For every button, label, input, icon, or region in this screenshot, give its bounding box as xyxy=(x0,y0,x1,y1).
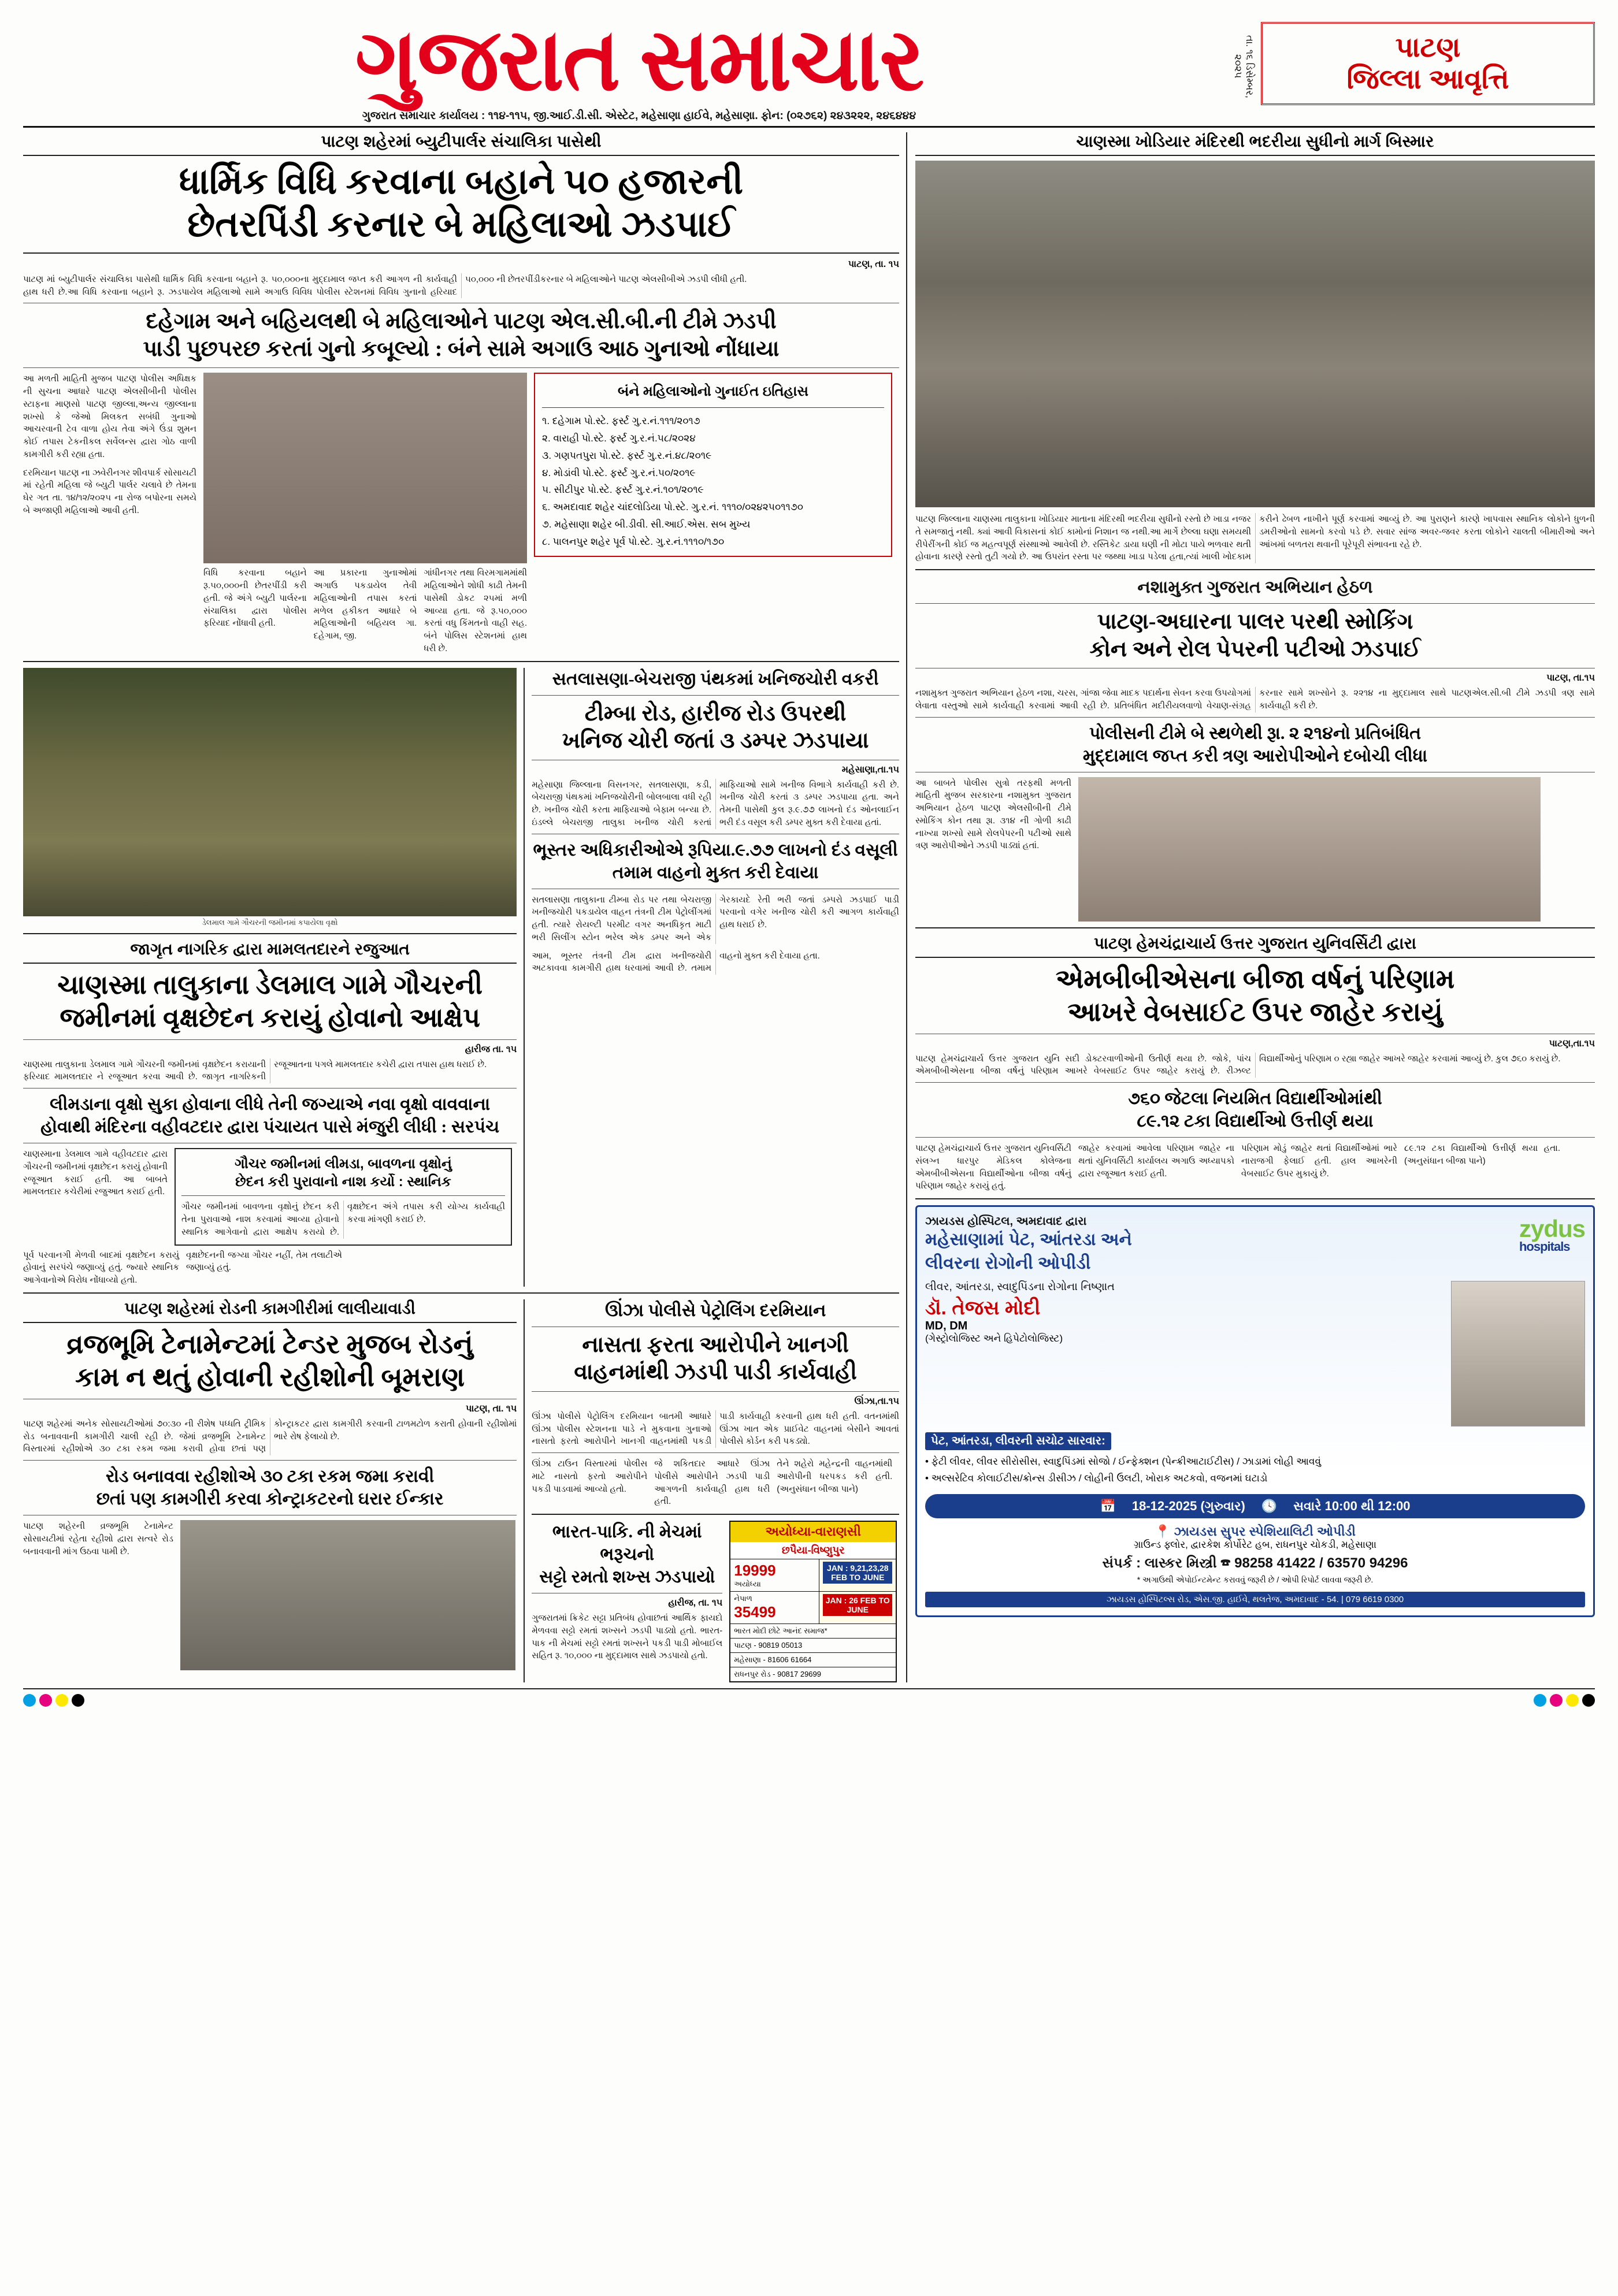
cricket-headline-1: ભારત-પાકિ. ની મેચમાં ભરૂચનો xyxy=(552,1522,702,1565)
lead-headline-line2: છેતરપિંડી કરનાર બે મહિલાઓ ઝડપાઈ xyxy=(187,205,735,245)
smoking-kicker: નશામુક્ત ગુજરાત અભિયાન હેઠળ xyxy=(1137,578,1373,597)
yatra-price-main: 19999 xyxy=(734,1562,776,1580)
road-story-kicker: ચાણસ્મા ખોડિયાર મંદિરથી ભદરીયા સુધીનો માર્ગ બિસ્માર xyxy=(915,132,1595,156)
smoking-subhead-2: મુદ્દામાલ જપ્ત કરી ત્રણ આરોપીઓને દબોચી લીધા xyxy=(1082,746,1428,766)
mining-body-2: સતલાસણા તાલુકાના ટીમ્બા રોડ પર તથા બેચરાજી ખનીજચોરી પકડાયેલ વાહન તંત્રની ટીમ પેટ્રોલીંગમાં હતી. ત્યારે રોયલ્ટી પરમીટ વગર અનધિકૃત માટી ભરી સિલીંગ સ્ટોન ભરેલ એક ડમ્પર અને એક ગેરકાયદે રેતી ભરી જતાં ડમ્પરો ઝડપાઈ પાડી પરવાનો વગેર ખનીજ ચોરી કરી આગળ કાર્યવાહી હાથ ધરાઈ છે. xyxy=(532,894,899,942)
calendar-icon: 📅 xyxy=(1100,1498,1116,1513)
cricket-headline-2: સટ્ટો રમતો શખ્સ ઝડપાયો xyxy=(539,1567,715,1587)
zydus-logo-text: zydus xyxy=(1519,1215,1585,1242)
lead-story xyxy=(23,132,899,655)
lead-headline-line1: ધાર્મિક વિધિ કરવાના બહાને ૫૦ હજારની xyxy=(179,162,744,202)
smoking-story xyxy=(915,576,1595,922)
mining-body: મહેસાણા જિલ્લાના વિસનગર, સતલાસણા, કડી, બેચરાજી પંથકમાં ખનિજચોરીની બોલબાલા વધી રહી છે. ખનીજ ચોરી કરતા માફિયાઓ બેફામ બન્યા છે. ઇંડલ્લે બેચરાજી તાલુકા ખનીજ ચોરી કરતાં માફિયાઓ સામે ખનીજ વિભાગે કાર્યવાહી કરી છે. ખનીજ ચોરી કરતાં ૩ ડમ્પર ઝડપાયા હતા. અને તેમની પાસેથી કુલ રૂ.૯.૭૭ લાખનો દંડ ઓનલાઈન ભરી દંડ વસૂલ કરી ડમ્પર મુક્ત કરી દેવાયા હતાં. xyxy=(532,779,899,827)
tender-col-1: પાટણ શહેરની વ્રજભૂમિ ટેનામેન્ટ સોસાયટીમાં રહેતા રહીશો દ્વારા સત્વરે રોડ બનાવવાની માંગ ઉઠવા પામી છે. xyxy=(23,1521,173,1556)
list-item: ૧. દહેગામ પો.સ્ટે. ફર્સ્ટ ગુ.ર.નં.૧૧૧/૨૦૧૭ xyxy=(542,415,700,427)
left-column xyxy=(23,132,907,1682)
list-item: ૩. ગણપતપુરા પો.સ્ટે. ફર્સ્ટ ગુ.ર.નં.૪૮/૨૦૧૯ xyxy=(542,449,712,461)
lead-media-row xyxy=(23,373,899,655)
cricket-betting-story xyxy=(532,1521,722,1682)
ad-bullet-text: અલ્સરેટિવ કોલાઈટીસ/ક્રોન્સ ડીસીઝ / લોહીની ઉલટી, ખોરાક અટકવો, વજનમાં ઘટાડો xyxy=(931,1472,1268,1484)
citizen-headline-1: ચાણસ્મા તાલુકાના ડેલમાલ ગામે ગૌચરની xyxy=(57,969,483,1000)
citizen-headline-2: જમીનમાં વૃક્ષછેદન કરાયું હોવાનો આક્ષેપ xyxy=(60,1003,480,1033)
mid-row xyxy=(23,668,899,1287)
citizen-col-3: વૃક્ષછેદનની જગ્યા ગૌચર નહીં, તેમ તલાટીએ જણાવ્યું હતું. xyxy=(186,1250,342,1273)
ad-contact-label: સંપર્ક : લાસ્કર મિસ્ત્રી xyxy=(1102,1555,1217,1571)
ad-venue-address: ગ્રાઉન્ડ ફ્લોર, દ્વારકેશ કોર્પોરેટ હબ, રાધનપુર ચોકડી, મહેસાણા xyxy=(1133,1539,1377,1550)
smoking-headline-2: કોન અને રોલ પેપરની પટીઓ ઝડપાઈ xyxy=(1089,637,1421,662)
seized-accused-photo xyxy=(1078,777,1541,922)
mining-subhead: ભૂસ્તર અધિકારીઓએ રૂપિયા.૯.૭૭ લાખનો દંડ વસૂલી તમામ વાહનો મુક્ત કરી દેવાયા xyxy=(533,840,898,882)
ad-bullet-text: ફેટી લીવર, લીવર સીરોસીસ, સ્વાદુપિંડમાં સોજો / ઈન્ફેક્શન (પેન્ક્રીઆટાઈટીસ) / ઝાડામાં લોહી આવવું xyxy=(931,1456,1322,1467)
university-headline-1: એમબીબીએસના બીજા વર્ષનું પરિણામ xyxy=(1055,964,1455,994)
lead-body-col3: ગાંધીનગર તથા વિરમગામમાંથી મહિલાઓને શોધી કાઢી તેમની પાસેથી ડોકટ ૨૫માં મળી આવ્યા હતા. જે રૂ.૫૦,૦૦૦ કરતાં વધુ કિંમતનો વાહી સહ. બંને પોલિસ સ્ટેશનમાં હાથ ધરી છે. xyxy=(424,568,528,653)
tender-story xyxy=(23,1299,899,1682)
edition-box xyxy=(1261,22,1595,105)
police-headline-2: વાહનમાંથી ઝડપી પાડી કાર્યવાહી xyxy=(574,1360,857,1385)
lead-subhead-2: પાડી પુછપરછ કરતાં ગુનો કબૂલ્યો : બંને સામે અગાઉ આઠ ગુનાઓ નોંધાયા xyxy=(143,336,780,361)
zydus-logo-subtext: hospitals xyxy=(1519,1239,1570,1254)
edition-label: જિલ્લા આવૃત્તિ xyxy=(1346,64,1509,95)
road-story-body: પાટણ જિલ્લાના ચાણસ્મા તાલુકાના ખોડિયાર માતાના મંદિરથી ભદરીયા સુધીનો રસ્તો છે ખાડા નજર તે સમજાતું નથી. ક્યાં આવી વિકાસનાં કોઈ કામોનાં નિશાન જ નથી.આ માર્ગે છેલ્લા ઘણા સમયથી રીપેરીંગની કોઈ જ મહત્વપૂર્ણ સંસ્થાઓ આવેલી છે. રસ્તિકેટ ડાયા ઘણી ની મોટા પાયે ભળવાર થતી હોવાના કારણે રસ્તો તુટી ગયો છે. આ ઉપરાંત રસ્તા પર જથ્થા ખાડા પડેલા હતા,ત્યાં ખાલી ખોદકામ કરીને ઢેબળ નાખીને પૂર્ણ કરવામાં આવ્યું છે. આ પુરાણને કારણે ખાપવાસ સ્થાનિક લોકોને ધુળની ડમરીઓનો સામનો કરવો પડે છે. સવાર સાંજ અવર-જવર કરતા લોકોને ચાલતી બીમારીઓ અને આંખમાં બળતરા થવાની પૂરેપૂરી સંભાવના રહે છે. xyxy=(915,514,1595,562)
right-column xyxy=(907,132,1595,1682)
police-col-3: તેને શહેરો મહેન્દ્રની વાહનમાંથી આરોપીની ધરપકડ કરી હતી. (અનુસંધાન બીજા પાને) xyxy=(777,1459,893,1494)
ad-contact-row[interactable]: સંપર્ક : લાસ્કર મિસ્ત્રી ☎ 98258 41422 / 63570 94296 xyxy=(1102,1555,1408,1571)
university-col-4: ૮૯.૧૨ ટકા વિદ્યાર્થીઓ ઉત્તીર્ણ થયા હતા. (અનુસંધાન બીજા પાને) xyxy=(1404,1143,1560,1166)
newspaper-title: ગુજરાત સમાચાર xyxy=(355,13,923,109)
police-dateline: ઊંઝા,તા.૧૫ xyxy=(854,1396,899,1406)
masthead xyxy=(23,13,1595,128)
felled-trees-photo xyxy=(23,668,517,916)
university-kicker: પાટણ હેમચંદ્રાચાર્ય ઉત્તર ગુજરાત યુનિવર્સિટી દ્વારા xyxy=(915,934,1595,958)
tender-subhead-2: છતાં પણ કામગીરી કરવા કોન્ટ્રાકટરનો ઘરાર ઈન્કાર xyxy=(96,1489,444,1509)
university-dateline: પાટણ,તા.૧૫ xyxy=(1549,1038,1595,1049)
cmyk-marks-right xyxy=(1534,1694,1595,1707)
list-item: ૨. વારાહી પો.સ્ટે. ફર્સ્ટ ગુ.ર.નં.૫૮/૨૦૨૪ xyxy=(542,433,696,444)
zydus-advertisement[interactable] xyxy=(915,1205,1595,1617)
mining-headline-3: ખનિજ ચોરી જતાં ૩ ડમ્પર ઝડપાયા xyxy=(562,729,869,753)
citizen-box-head-1: ગૌચર જમીનમાં લીમડા, બાવળના વૃક્ષોનું xyxy=(235,1156,452,1172)
police-col-2: જે શકિતદાર આધારે ઊંઝા પોલીસે આરોપીને ઝડપી પાડી આગળની કાર્યવાહી હાથ ધરી હતી. xyxy=(654,1459,770,1507)
yatra-nepal-tag: JAN : 26 FEB TO JUNE xyxy=(823,1594,892,1616)
zydus-logo xyxy=(1519,1215,1585,1254)
university-col-1: પાટણ હેમચંદ્રાચાર્ય ઉત્તર ગુજરાત યુનિવર્સિટી સંલગ્ન ધારપુર મેડિકલ કોલેજના એમબીબીએસના વિદ્યાર્થીઓના બીજા વર્ષનું પરિણામ જાહેર કરાયું હતું. xyxy=(915,1143,1071,1191)
university-subhead-1: ૭૬૦ જેટલા નિયમિત વિદ્યાર્થીઓમાંથી xyxy=(1128,1089,1382,1108)
ad-top-line: ઝાયડસ હોસ્પિટલ, અમદાવાદ દ્વારા xyxy=(925,1215,1087,1228)
list-item: ૭. મહેસાણા શહેર બી.ડીવી. સી.આઈ.એસ. સબ મુખ્ય xyxy=(542,518,751,530)
mining-headline-1: સતલાસણા-બેચરાજી પંથકમાં ખનિજચોરી વકરી xyxy=(552,669,879,689)
ad-footer: ઝાયડસ હોસ્પિટલ્સ રોડ, એસ.જી. હાઈવે, થલતેજ, અમદાવાદ - 54. | 079 6619 0300 xyxy=(925,1592,1585,1607)
citizen-kicker: જાગૃત નાગરિક દ્વારા મામલતદારને રજુઆત xyxy=(23,940,517,964)
crime-history-title: બંને મહિલાઓનો ગુનાઈત ઇતિહાસ xyxy=(542,380,884,408)
citizen-col-1: ચાણસ્માના ડેલમાલ ગામે વહીવટદાર દ્વારા ગૌચરની જમીનમાં વૃક્ષછેદન કરાયું હોવાની રજૂઆત કરાઈ હતી. આ બાબતે મામલતદાર કચેરીમાં રજુઆત કરાઈ હતી. xyxy=(23,1149,168,1197)
university-subhead-2: ૮૯.૧૨ ટકા વિદ્યાર્થીઓ ઉત્તીર્ણ થયા xyxy=(1137,1112,1374,1131)
tender-kicker: પાટણ શહેરમાં રોડની કામગીરીમાં લાલીયાવાડી xyxy=(23,1299,517,1323)
yatra-ad-title-1: અયોધ્યા-વારાણસી xyxy=(730,1522,896,1541)
list-item: ૮. પાલનપુર શહેર પૂર્વ પો.સ્ટે. ગુ.ર.નં.૧૧૧૦/૧૭૦ xyxy=(542,536,725,547)
ad-doctor-name: ડૉ. તેજસ મોદી xyxy=(925,1297,1041,1319)
tender-body: પાટણ શહેરમાં અનેક સોસાયટીઓમાં ૭૦:૩૦ ની રીશેષ પધ્ધતિ ટ્રીમિક રોડ બનાવવાની કામગીરી ચાલી રહી છે. જેમાં વ્રજભૂમિ ટેનામેન્ટ વિસ્તારમાં રહીશોએ ૩૦ ટકા રકમ જમા કરાવી હોવા છતાં પણ કોન્ટ્રાકટર દ્વારા કામગીરી કરવાની ટાળમટોળ કરાતી હોવાની રહીશોમાં ભારે રોષ ફેલાયો છે. xyxy=(23,1418,517,1454)
lead-body-left2: દરમિયાન પાટણ ના ઝવેરીનગર શીવપાર્ક સોસાયટી માં રહેતી મહિલા જે બ્યુટી પાર્લર ચલાવે છે તેમના ઘેર ગત તા. ૧૪/૧૨/૨૦૨૫ ના રોજ બપોરના સમયે બે અજાણી મહિલાઓ આવી હતી. xyxy=(23,467,196,515)
citizen-box-body: ગૌચર જમીનમાં બાવળના વૃક્ષોનું છેદન કરી તેના પુરાવાઓ નાશ કરવામાં આવ્યા હોવાનો સ્થાનિક આગેવાનો દ્વારા આક્ષેપ કરાયો છે. વૃક્ષછેદન અંગે તપાસ કરી યોગ્ય કાર્યવાહી કરવા માંગણી કરાઈ છે. xyxy=(181,1202,505,1237)
cricket-dateline: હારીજ, તા. ૧૫ xyxy=(668,1598,723,1608)
office-address-line: ગુજરાત સમાચાર કાર્યાલય : ૧૧૪-૧૧૫, જી.આઈ.ડી.સી. એસ્ટેટ, મહેસાણા હાઈવે, મહેસાણા. ફોન: (૦૨૭૬૨) ૨૪૩૨૨૨, ૨૪૬૪૪૪ xyxy=(362,110,916,122)
university-body: પાટણ હેમચંદ્રાચાર્ય ઉત્તર ગુજરાત યુનિ સદી ડોક્ટરવાળીઓની ઉતીર્ણ થયા છે. જોકે, પાંચ એમબીબીએસના બીજા વર્ષનું પરિણામ આખરે વેબસાઈટ ઉપર જાહેર કરાયું છે. રીઝલ્ટ વિદ્યાર્થીઓનું પરિણામ ૦ રહ્યા જાહેર આખરે જાહેર કરવામાં આવ્યું છે. કુલ ૭૬૦ કરાયું છે. xyxy=(915,1053,1561,1076)
police-col-1: ઊંઝા ટાઉન વિસ્તારમાં પોલીસ માટે નાસતો ફરતો આરોપીને પકડી પાડવામાં આવ્યો હતો. xyxy=(532,1459,648,1494)
tender-headline-1: વ્રજભૂમિ ટેનામેન્ટમાં ટેન્ડર મુજબ રોડનું xyxy=(66,1329,473,1359)
smoking-dateline: પાટણ, તા.૧૫ xyxy=(1546,673,1595,683)
citizen-dateline: હારીજ તા. ૧૫ xyxy=(465,1044,517,1054)
smoking-body: નશામુક્ત ગુજરાત અભિયાન હેઠળ નશા, ચરસ, ગાંજા જેવા માદક પદાર્થના સેવન કરવા ઉપયોગમાં લેવાતા વસ્તુઓ સામે કાર્યવાહી કરવામાં આવી રહી છે. પ્રતિબંધિત મદીરીયલવાળો વેચાણ-સંગ્રહ કરનાર સામે શખ્સોને રૂ. ૨૨૧૪ ના મુદ્દામાલ સાથે પાટણએલ.સી.બી ટીમે ઝડપી ત્રણ સામે કાર્યવાહી કરી છે. xyxy=(915,688,1595,711)
broken-road-photo xyxy=(915,161,1595,507)
smoking-body-2: આ બાબતે પોલીસ સુત્રો તરફથી મળતી માહિતી મુજબ સરકારના નશામુક્ત ગુજરાત અભિયાન હેઠળ પાટણ એલસીબીની ટીમે સ્મોકિંગ કોન તથા રૂા. ૩૧૪ ની ગોળી કાઢી નાખ્યા શખ્સો સામે રોલપેપરની પટીઓ સાથે ત્રણ આરોપીઓને ઝડપી પાડ્યાં હતાં. xyxy=(915,778,1071,851)
yatra-contact-3[interactable]: રાધનપુર રોડ - 90817 29699 xyxy=(734,1670,821,1679)
police-headline-kicker: ઊંઝા પોલીસે પેટ્રોલિંગ દરમિયાન xyxy=(604,1301,826,1320)
masthead-left xyxy=(23,13,1255,122)
ad-venue xyxy=(925,1524,1585,1539)
yatra-ad[interactable] xyxy=(729,1521,897,1682)
ad-venue-text: ઝાયડસ સુપર સ્પેશિયાલિટી ઓપીડી xyxy=(1174,1524,1356,1539)
mining-dateline: મહેસાણા,તા.૧૫ xyxy=(841,764,899,775)
yatra-contact-1[interactable]: પાટણ - 90819 05013 xyxy=(734,1641,803,1650)
yatra-ad-title-2: છપૈયા-વિષ્ણુપુર xyxy=(730,1542,896,1559)
field-photo-caption: ડેલમાલ ગામે ગૌચરની જમીનમાં કપાયેલા વૃક્ષો xyxy=(202,917,338,927)
ad-specialty-line: લીવર, આંતરડા, સ્વાદુપિંડના રોગોના નિષ્ણાત xyxy=(925,1281,1115,1293)
ad-bullet: • અલ્સરેટિવ કોલાઈટીસ/ક્રોન્સ ડીસીઝ / લોહીની ઉલટી, ખોરાક અટકવો, વજનમાં ઘટાડો xyxy=(925,1472,1268,1484)
tender-dateline: પાટણ, તા. ૧૫ xyxy=(466,1403,517,1414)
yatra-nepal-label: નેપાળ xyxy=(734,1594,752,1603)
ad-date: 18-12-2025 (ગુરુવાર) xyxy=(1131,1498,1245,1513)
ad-time: સવારે 10:00 થી 12:00 xyxy=(1293,1498,1411,1513)
ad-schedule-bar xyxy=(925,1494,1585,1518)
university-headline-2: આખરે વેબસાઈટ ઉપર જાહેર કરાયું xyxy=(1067,997,1443,1027)
ad-doctor-photo xyxy=(1451,1281,1585,1426)
citizen-box-head-2: છેદન કરી પુરાવાનો નાશ કર્યો : સ્થાનિક xyxy=(235,1174,451,1190)
location-pin-icon: 📍 xyxy=(1155,1524,1171,1539)
citizen-inset-box xyxy=(175,1148,512,1246)
citizen-intro: ચાણસ્મા તાલુકાના ડેલમાલ ગામે ગૌચરની જમીનમાં વૃક્ષછેદન કરાયાની ફરિયાદ મામલતદાર ને રજૂઆત કરવા આવી છે. જાગૃત નાગરિકની રજૂઆતના પગલે મામલતદાર કચેરી દ્વારા તપાસ હાથ ધરાઈ છે. xyxy=(23,1059,487,1082)
university-story xyxy=(915,934,1595,1193)
accused-women-photo xyxy=(203,373,527,563)
issue-date: તા. ૧૬ ડિસેમ્બર, ૨૦૨૫ xyxy=(1233,35,1255,98)
list-item: ૪. મોડાંવી પો.સ્ટે. ફર્સ્ટ ગુ.ર.નં.૫૦/૨૦૧૯ xyxy=(542,467,696,478)
lead-dateline: પાટણ, તા. ૧૫ xyxy=(848,259,899,269)
ad-headline-1: મહેસાણામાં પેટ, આંતરડા અને xyxy=(925,1230,1132,1249)
smoking-headline-1: પાટણ-અઘારના પાલર પરથી સ્મોકિંગ xyxy=(1097,610,1413,634)
page-body xyxy=(23,132,1595,1682)
yatra-contact-head: ભારત મોદી છોટે આનંદ સમાજ* xyxy=(734,1626,827,1636)
university-col-3: પરિણામ મોડું જાહેર થતાં વિદ્યાર્થીઓમાં ભારે નારાજગી ફેલાઈ હતી. હાલ આખરેની વેબસાઈટ ઉપર મુકાયું છે. xyxy=(1241,1143,1397,1179)
citizen-col-2: પૂર્વ પરવાનગી મેળવી બાદમાં વૃક્ષછેદન કરાયું હોવાનું સરપંચે જણાવ્યું હતું. જ્યારે સ્થાનિક આગેવાનોએ વિરોધ નોંધાવ્યો હતો. xyxy=(23,1250,179,1286)
ad-section-title: પેટ, આંતરડા, લીવરની સચોટ સારવાર: xyxy=(925,1432,1111,1450)
page-footer xyxy=(23,1688,1595,1707)
police-body: ઊંઝા પોલીસે પેટ્રોલિંગ દરમિયાન બાતમી આધારે ઊંઝા પોલીસ સ્ટેશનના પાડે ને મુકવાના ગુનાઓ નાસતો ફરતો આરોપીને ખાનગી વાહનમાંથી પકડી પાડી કાર્યવાહી કરવાની હાથ ધરી હતી. વતનમાંથી ઊંઝા ખાત એક પ્રાઈવેટ વાહનમાં બેસીને આવતાં પોલીસે કોર્ડન કરી પકડ્યો. xyxy=(532,1411,899,1447)
accused-crime-history-box xyxy=(534,373,892,557)
phone-icon: ☎ xyxy=(1220,1555,1231,1571)
citizen-subhead-2: હોવાથી મંદિરના વહીવટદાર દ્વારા પંચાયત પાસે મંજુરી લીધી : સરપંચ xyxy=(40,1117,500,1137)
cricket-body: ગુજરાતમાં ક્રિકેટ સટ્ટા પ્રતિબંધ હોવાછતાં આર્થિક ફાયદો મેળવવા સટ્ટો રમતાં શખ્સને ઝડપી પાડ્યો હતો. ભારત-પાક ની મેચમાં સટ્ટો રમતાં શખ્સને પકડી પાડી મોબાઈલ સહિત રૂ. ૧૦,૦૦૦ ના મુદ્દામાલ સાથે ઝડપાયો હતો. xyxy=(532,1613,723,1661)
edition-city: પાટણ xyxy=(1395,32,1461,63)
tender-subhead-1: રોડ બનાવવા રહીશોએ ૩૦ ટકા રકમ જમા કરાવી xyxy=(105,1467,435,1487)
ad-phone-2[interactable]: 63570 94296 xyxy=(1327,1555,1408,1571)
yatra-nepal-price: 35499 xyxy=(734,1603,776,1621)
citizen-story xyxy=(23,668,517,1287)
yatra-tag-main: JAN : 9,21,23,28 FEB TO JUNE xyxy=(823,1562,892,1584)
citizen-subhead-1: લીમડાના વૃક્ષો સુકા હોવાના લીધે તેની જગ્યાએ નવા વૃક્ષો વાવવાના xyxy=(50,1095,491,1114)
ad-headline-2: લીવરના રોગોની ઓપીડી xyxy=(925,1253,1091,1273)
ad-note: * અગાઉથી એપોઈન્ટમેન્ટ કરાવવું જરૂરી છે / ઓપી રિપોર્ટ લાવવા જરૂરી છે. xyxy=(1137,1574,1374,1584)
smoking-subhead-1: પોલીસની ટીમે બે સ્થળેથી રૂા. ૨ ૨૧૪નો પ્રતિબંધિત xyxy=(1089,723,1422,743)
police-patrol-story xyxy=(524,1299,899,1682)
lead-body-left: આ મળતી માહિતી મુજબ પાટણ પોલીસ અધિક્ષક ની સુચના આધારે પાટણ એલસીબીની પોલીસ સ્ટાફના માણસો પાટણ જીલ્લા,અન્ય જીલ્લાના શખ્સો કે જેઓ મિલકત સબંધી ગુનાઓ આચરવાની ટેવ વાળા હોય તેવા અંગે ઉંડા શુમન કોઈ તપાસ ટેકનીકલ સર્વેલન્સ દ્વારા ગોઠ વાળી કામગીરી કરી રહ્યા હતા. xyxy=(23,374,196,459)
mining-body-3: આમ, ભૂસ્તર તંત્રની ટીમ દ્વારા ખનીજચોરી અટકાવવા કામગીરી હાથ ધરવામાં આવી છે. તમામ વાહનો મુક્ત કરી દેવાયા હતા. xyxy=(532,950,820,974)
lead-subhead-1: દહેગામ અને બહિયલથી બે મહિલાઓને પાટણ એલ.સી.બી.ની ટીમે ઝડપી xyxy=(146,309,777,334)
university-col-2: જાહેર કરવામાં આવેલા પરિણામ જાહેર ના થતાં યુનિવર્સિટી કાર્યાલય અગાઉ અધ્યાપકો દ્વારા રજૂઆત કરાઈ હતી. xyxy=(1078,1143,1234,1179)
mining-story xyxy=(524,668,899,1287)
clock-icon: 🕓 xyxy=(1261,1498,1278,1513)
list-item: ૬. અમદાવાદ શહેર ચાંદલોડિયા પો.સ્ટે. ગુ.ર.નં. ૧૧૧૦/૦૨૪૨૫૦૧૧૭૦ xyxy=(542,501,803,513)
lead-body-col2: આ પ્રકારના ગુનાઓમાં અગાઉ પકડાયેલ તેવી મહિલાઓની તપાસ કરતાં મળેલ હકીકત આધારે બે મહિલાઓની બહિયલ ગા. દહેગામ, જી. xyxy=(313,568,417,641)
tender-headline-2: કામ ન થતું હોવાની રહીશોની બૂમરાણ xyxy=(75,1362,465,1392)
list-item: ૫. સીટીપુર પો.સ્ટે. ફર્સ્ટ ગુ.ર.નં.૧૦૧/૨૦૧૯ xyxy=(542,484,704,496)
ad-doctor-specialty: (ગેસ્ટ્રોલોજિસ્ટ અને હિપેટોલોજિસ્ટ) xyxy=(925,1333,1063,1344)
police-headline-1: નાસતા ફરતા આરોપીને ખાનગી xyxy=(582,1332,849,1357)
ad-doctor-degree: MD, DM xyxy=(925,1320,968,1332)
cmyk-marks-left xyxy=(23,1694,84,1707)
lead-intro: પાટણ માં બ્યુટીપાર્લર સંચાલિકા પાસેથી ધાર્મિક વિધિ કરવાના બહાને રૂ. ૫૦,૦૦૦ના મુદ્દામાલ જપ્ત કરી આગળ ની કાર્યવાહી હાથ ધરી છે.આ વિધિ કરવાના બહાને રૂ. ઝડપાયેલ મહિલાઓ સામે અગાઉ વિવિધ પોલીસ સ્ટેશનમાં વિવિધ ગુનાનો હરિયાદ ૫૦,૦૦૦ ની છેતરપીંડીકરનાર બે મહિલાઓને પાટણ એલસીબીએ ઝડપી લીધી હતી. xyxy=(23,274,747,297)
ad-phone-1[interactable]: 98258 41422 xyxy=(1234,1555,1316,1571)
lead-kicker: પાટણ શહેરમાં બ્યુટીપાર્લર સંચાલિકા પાસેથી xyxy=(23,132,899,156)
road-work-photo xyxy=(180,1520,515,1670)
yatra-contact-2[interactable]: મહેસાણા - 81606 61664 xyxy=(734,1655,812,1665)
ad-bullet: • ફેટી લીવર, લીવર સીરોસીસ, સ્વાદુપિંડમાં સોજો / ઈન્ફેક્શન (પેન્ક્રીઆટાઈટીસ) / ઝાડામાં લોહી આવવું xyxy=(925,1456,1322,1467)
mining-headline-2: ટીમ્બા રોડ, હારીજ રોડ ઉપરથી xyxy=(584,701,847,726)
lead-body-col1: વિધિ કરવાના બહાને રૂ.૫૦,૦૦૦ની છેતરપીંડી કરી હતી. જે અંગે બ્યુટી પાર્લરના સંચાલિકા દ્વારા પોલીસ ફરિયાદ નોંધાવી હતી. xyxy=(203,568,307,629)
yatra-brand: અયોધ્યા xyxy=(734,1580,761,1589)
